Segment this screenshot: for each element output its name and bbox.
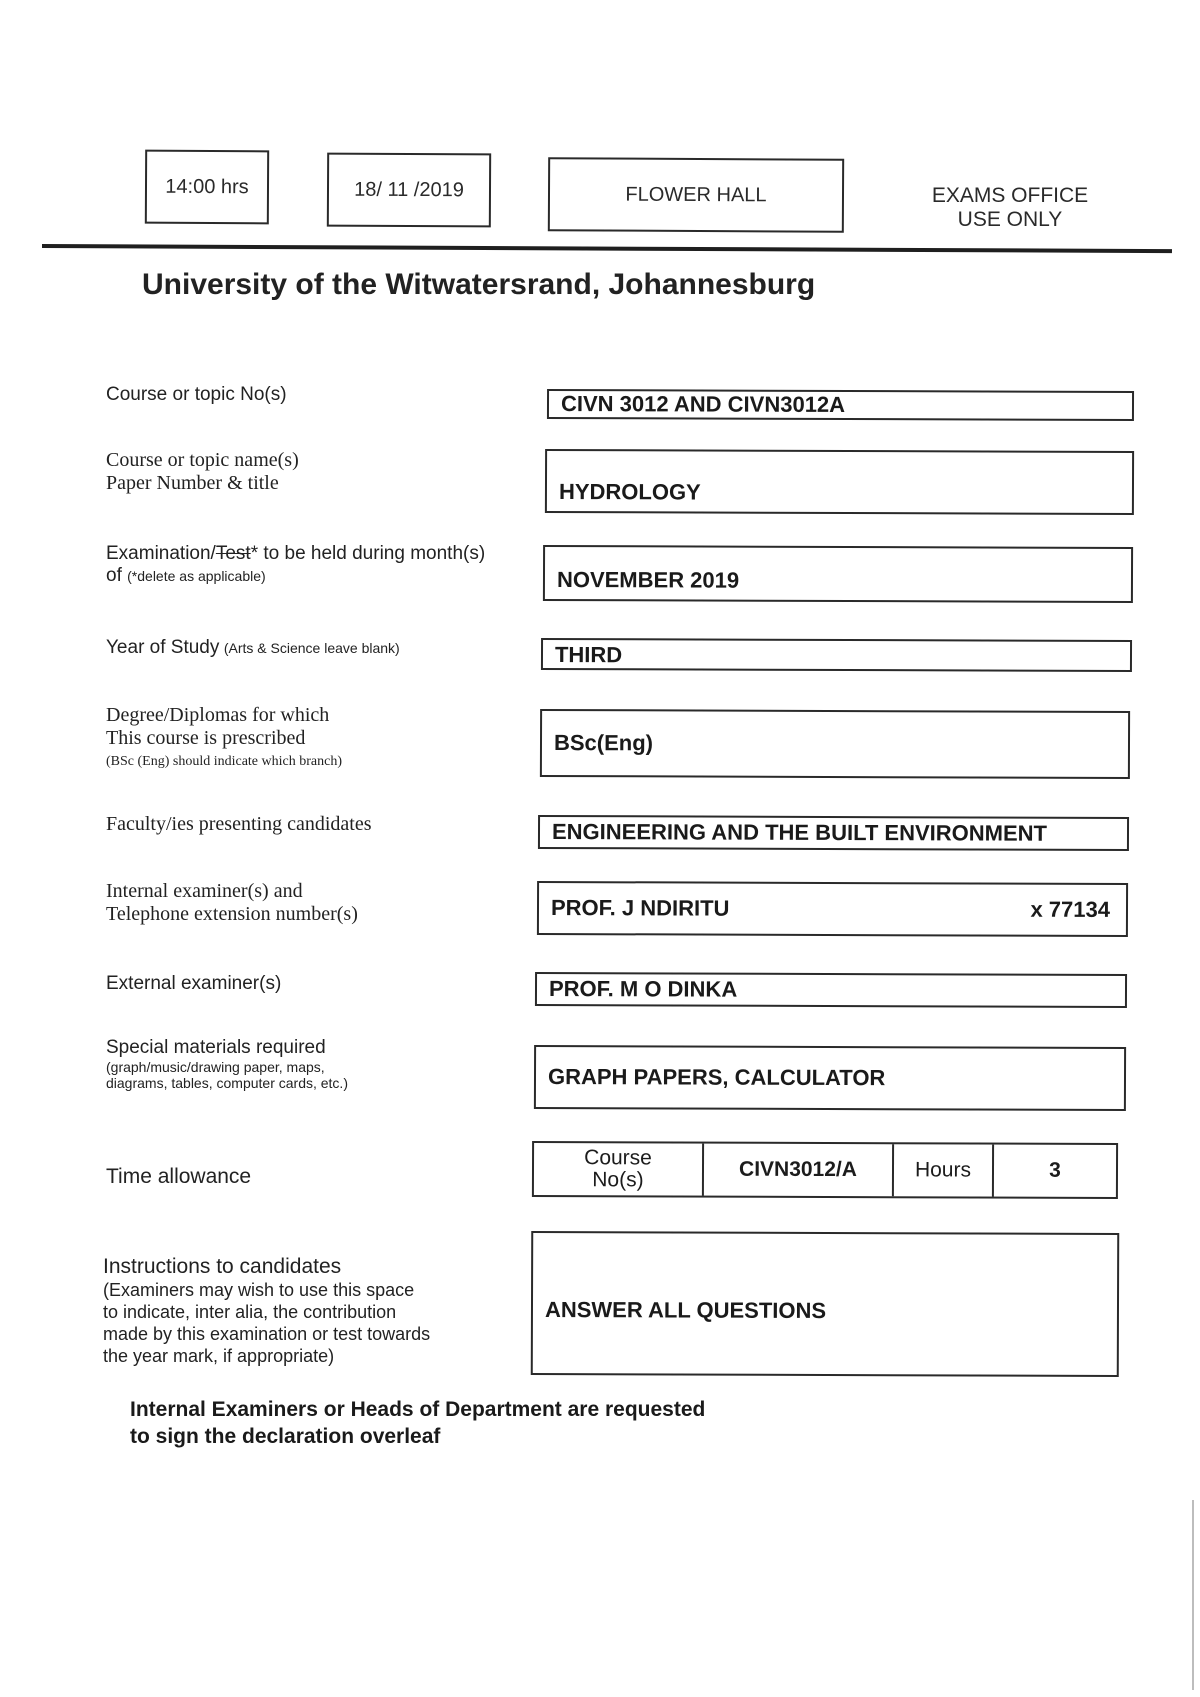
time-allowance-table xyxy=(532,1141,1118,1199)
internal-examiner-value: PROF. J NDIRITU xyxy=(550,895,730,921)
special-materials-label-text: Special materials required xyxy=(106,1037,326,1058)
faculty-value: ENGINEERING AND THE BUILT ENVIRONMENT xyxy=(551,819,1048,846)
exam-month-label-note: (*delete as applicable) xyxy=(127,568,266,584)
faculty-label-text: Faculty/ies presenting candidates xyxy=(106,813,372,835)
exam-month-label-c: of xyxy=(106,565,122,586)
degree-field xyxy=(540,709,1130,779)
instructions-note1: (Examiners may wish to use this space xyxy=(103,1280,415,1300)
course-no-header-line1: Course xyxy=(584,1146,652,1170)
year-of-study-field xyxy=(541,638,1132,672)
year-of-study-label xyxy=(106,637,536,659)
course-no-value-cell xyxy=(704,1144,894,1197)
special-materials-note1: (graph/music/drawing paper, maps, xyxy=(106,1059,325,1075)
course-no-value: CIVN 3012 AND CIVN3012A xyxy=(560,391,846,418)
course-no-label-text: Course or topic No(s) xyxy=(106,384,287,405)
course-no-label xyxy=(106,384,516,406)
instructions-note4: the year mark, if appropriate) xyxy=(103,1346,335,1366)
exam-time: 14:00 hrs xyxy=(165,175,249,198)
instructions-value: ANSWER ALL QUESTIONS xyxy=(544,1297,827,1324)
year-of-study-note: (Arts & Science leave blank) xyxy=(223,640,400,656)
course-name-label xyxy=(106,449,516,495)
exams-office-line1: EXAMS OFFICE xyxy=(931,184,1089,207)
instructions-label xyxy=(103,1254,513,1367)
course-name-label-line2: Paper Number & title xyxy=(106,472,279,494)
exams-office-note xyxy=(920,184,1100,232)
exam-date: 18/ 11 /2019 xyxy=(354,178,464,201)
university-title: University of the Witwatersrand, Johannesburg xyxy=(142,268,816,301)
course-name-value: HYDROLOGY xyxy=(558,479,701,505)
external-examiner-field xyxy=(535,972,1127,1008)
exam-date-box xyxy=(327,153,491,228)
degree-note: (BSc (Eng) should indicate which branch) xyxy=(106,754,342,769)
special-materials-label xyxy=(106,1037,516,1091)
hours-label: Hours xyxy=(914,1158,972,1182)
time-allowance-label xyxy=(106,1166,516,1188)
exam-month-label-a: Examination/ xyxy=(106,543,216,564)
degree-value: BSc(Eng) xyxy=(553,730,654,756)
declaration-note-line2: to sign the declaration overleaf xyxy=(130,1425,441,1448)
declaration-note xyxy=(130,1396,705,1450)
special-materials-note2: diagrams, tables, computer cards, etc.) xyxy=(106,1075,348,1091)
external-examiner-label-text: External examiner(s) xyxy=(106,973,282,994)
declaration-note-line1: Internal Examiners or Heads of Department are requested xyxy=(130,1398,706,1421)
hours-value-cell xyxy=(994,1145,1116,1197)
internal-examiner-label-line1: Internal examiner(s) and xyxy=(106,880,303,902)
course-no-header-line2: No(s) xyxy=(592,1168,644,1192)
instructions-note2: to indicate, inter alia, the contribution xyxy=(103,1302,397,1322)
course-no-header-cell xyxy=(534,1143,704,1196)
degree-label-line1: Degree/Diplomas for which xyxy=(106,704,330,726)
exam-time-box xyxy=(145,150,269,225)
external-examiner-value: PROF. M O DINKA xyxy=(548,976,738,1002)
time-allowance-label-text: Time allowance xyxy=(106,1165,252,1188)
year-of-study-value: THIRD xyxy=(554,642,623,668)
special-materials-value: GRAPH PAPERS, CALCULATOR xyxy=(547,1064,886,1091)
faculty-field xyxy=(538,815,1129,851)
header-divider xyxy=(42,244,1172,253)
instructions-label-text: Instructions to candidates xyxy=(103,1255,342,1278)
exam-month-label-b: * to be held during month(s) xyxy=(250,543,486,564)
time-course-value: CIVN3012/A xyxy=(739,1157,857,1182)
exam-month-label-struck: Test xyxy=(215,543,251,564)
degree-label xyxy=(106,704,516,773)
exam-month-value: NOVEMBER 2019 xyxy=(556,567,740,593)
exam-venue: FLOWER HALL xyxy=(625,183,767,206)
internal-examiner-field xyxy=(537,881,1128,937)
exam-venue-box xyxy=(548,157,844,233)
scan-edge-line xyxy=(1192,1500,1194,1690)
year-of-study-label-text: Year of Study xyxy=(106,637,220,658)
course-name-label-line1: Course or topic name(s) xyxy=(106,449,299,471)
exam-month-label xyxy=(106,543,516,587)
internal-examiner-label xyxy=(106,880,516,926)
internal-examiner-label-line2: Telephone extension number(s) xyxy=(106,903,358,925)
hours-value: 3 xyxy=(1049,1158,1061,1182)
course-name-field xyxy=(545,449,1134,515)
instructions-field xyxy=(531,1231,1119,1377)
instructions-note3: made by this examination or test towards xyxy=(103,1324,431,1344)
special-materials-field xyxy=(534,1045,1126,1111)
hours-label-cell xyxy=(894,1144,994,1196)
internal-examiner-extension: x 77134 xyxy=(1030,896,1111,922)
degree-label-line2: This course is prescribed xyxy=(106,727,306,749)
exams-office-line2: USE ONLY xyxy=(957,208,1063,231)
faculty-label xyxy=(106,813,516,836)
exam-month-field xyxy=(543,545,1133,603)
course-no-field xyxy=(547,389,1134,421)
external-examiner-label xyxy=(106,973,516,995)
